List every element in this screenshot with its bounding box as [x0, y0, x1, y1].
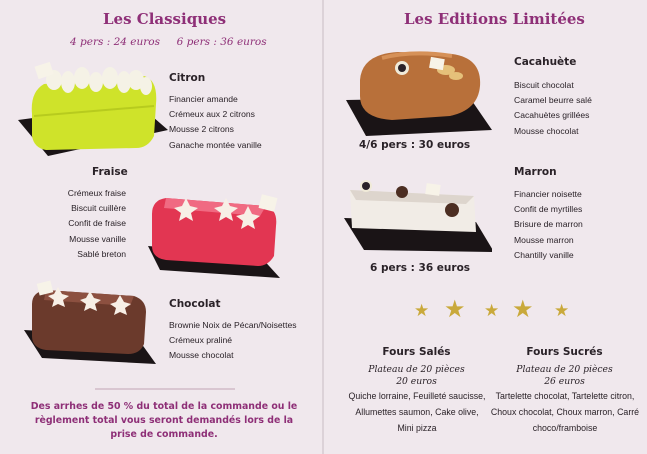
chocolat-cake-photo — [24, 278, 174, 370]
divider — [95, 388, 235, 390]
classiques-title: Les Classiques — [103, 10, 227, 28]
classiques-prices: 4 pers : 24 euros 6 pers : 36 euros — [70, 36, 267, 48]
list-item: Confit de myrtilles — [514, 204, 583, 215]
star-icon: ★ — [484, 301, 500, 320]
fours-sales-title: Fours Salés — [382, 346, 451, 358]
marron-cake-photo — [342, 170, 492, 262]
cacahuete-cake-photo — [342, 40, 492, 140]
list-item: Crémeux praliné — [169, 335, 233, 346]
list-item: Mousse 2 citrons — [169, 124, 234, 135]
star-icon: ★ — [554, 301, 570, 320]
fours-sucres-plateau: Plateau de 20 pièces — [516, 364, 613, 375]
list-item: Mousse chocolat — [514, 125, 579, 136]
fraise-name: Fraise — [92, 166, 128, 178]
list-item: Mousse marron — [514, 234, 574, 245]
list-item: Cacahuètes grillées — [514, 110, 590, 121]
fours-sales-price: 20 euros — [396, 376, 437, 387]
list-item: Chantilly vanille — [514, 249, 574, 260]
fours-sales-items — [328, 388, 506, 436]
list-item: Caramel beurre salé — [514, 95, 592, 106]
marron-name: Marron — [514, 166, 557, 178]
citron-name: Citron — [169, 72, 206, 84]
fours-sucres-title: Fours Sucrés — [526, 346, 603, 358]
list-item: Mini pizza — [397, 423, 437, 433]
list-item: Crémeux fraise — [67, 188, 126, 198]
classiques-panel — [0, 0, 323, 454]
citron-cake-photo — [18, 52, 168, 156]
list-item: Choux chocolat, Choux marron, Carré — [490, 407, 640, 417]
list-item: Ganache montée vanille — [169, 139, 262, 150]
list-item: Financier amande — [169, 94, 238, 104]
fraise-ingredients — [40, 186, 126, 262]
chocolat-ingredients — [169, 318, 297, 364]
list-item: Biscuit cuillère — [71, 203, 126, 214]
citron-ingredients — [169, 92, 262, 153]
star-icon: ★ — [512, 296, 534, 323]
editions-title: Les Editions Limitées — [404, 10, 585, 28]
list-item: Allumettes saumon, Cake olive, — [355, 407, 479, 417]
fours-sucres-items — [484, 388, 646, 436]
list-item: Quiche lorraine, Feuilleté saucisse, — [348, 391, 486, 401]
list-item: Financier noisette — [514, 189, 582, 199]
fours-sucres-price: 26 euros — [544, 376, 585, 387]
list-item: Crémeux aux 2 citrons — [169, 109, 255, 120]
list-item: Tartelette chocolat, Tartelette citron, — [495, 391, 635, 401]
list-item: Mousse chocolat — [169, 350, 234, 361]
star-icon: ★ — [444, 296, 466, 323]
list-item: Brownie Noix de Pécan/Noisettes — [169, 320, 297, 330]
list-item: Brisure de marron — [514, 219, 583, 230]
editions-panel — [324, 0, 647, 454]
cacahuete-name: Cacahuète — [514, 56, 577, 68]
cacahuete-ingredients — [514, 78, 592, 139]
list-item: Confit de fraise — [68, 218, 126, 229]
fraise-cake-photo — [140, 186, 290, 278]
list-item: Mousse vanille — [69, 233, 126, 244]
list-item: choco/framboise — [532, 423, 598, 433]
marron-ingredients — [514, 187, 583, 263]
chocolat-name: Chocolat — [169, 298, 221, 310]
marron-price: 6 pers : 36 euros — [370, 262, 471, 274]
star-icon: ★ — [414, 301, 430, 320]
deposit-notice: Des arrhes de 50 % du total de la commande ou le règlement total vous seront demandés lors de la prise de commande. — [30, 401, 298, 440]
fours-sales-plateau: Plateau de 20 pièces — [368, 364, 465, 375]
cacahuete-price: 4/6 pers : 30 euros — [359, 139, 471, 151]
list-item: Sablé breton — [77, 248, 126, 259]
list-item: Biscuit chocolat — [514, 80, 574, 90]
